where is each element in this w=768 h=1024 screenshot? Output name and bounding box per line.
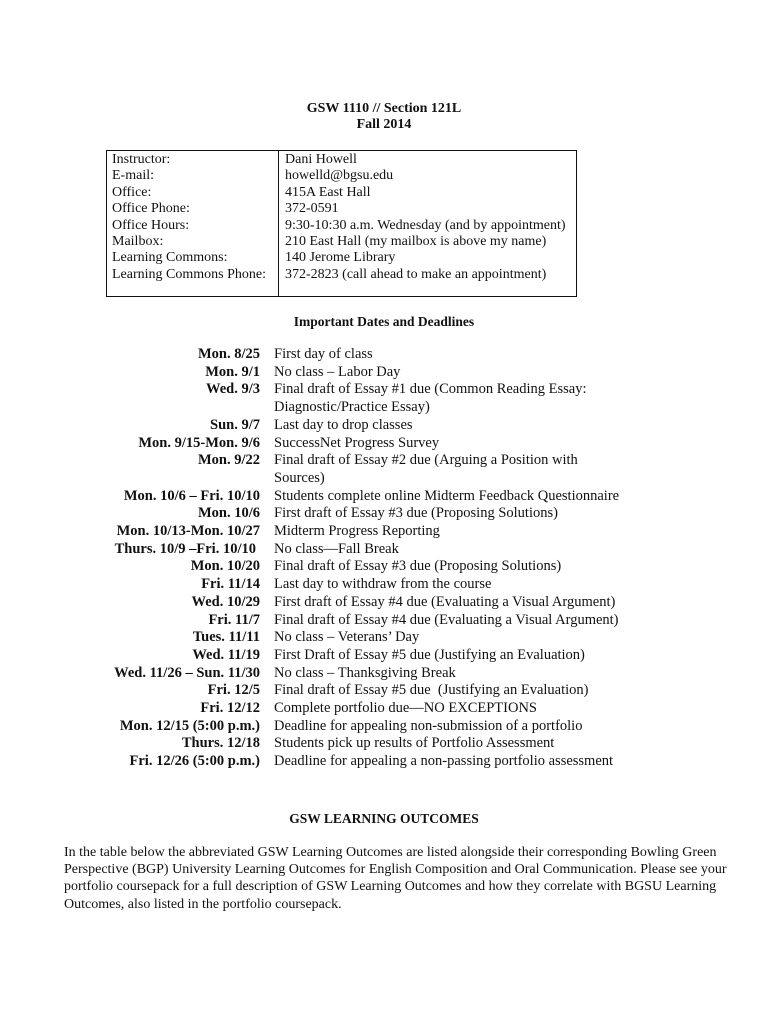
info-label: Learning Commons Phone:	[112, 266, 266, 282]
date-event: Midterm Progress Reporting	[274, 523, 440, 540]
date-label: Mon. 10/20	[190, 558, 260, 575]
instructor-info-table	[106, 150, 577, 297]
outcomes-heading: GSW LEARNING OUTCOMES	[289, 811, 479, 826]
date-label: Fri. 12/12	[200, 700, 260, 717]
date-row	[0, 435, 768, 453]
date-row	[0, 523, 768, 541]
info-value: 372-0591	[285, 201, 339, 217]
info-value: 415A East Hall	[285, 184, 371, 200]
info-value: howelld@bgsu.edu	[285, 168, 394, 184]
date-row	[0, 612, 768, 630]
date-label: Fri. 12/26 (5:00 p.m.)	[129, 753, 260, 770]
info-value: Dani Howell	[285, 152, 357, 167]
info-value: 210 East Hall (my mailbox is above my name)	[285, 234, 547, 249]
info-label: E-mail:	[112, 168, 154, 184]
info-label: Instructor:	[112, 152, 171, 167]
date-row	[0, 558, 768, 576]
date-event: Final draft of Essay #3 due (Proposing Solutions)	[274, 558, 562, 575]
date-row	[0, 452, 768, 487]
date-label: Tues. 11/11	[192, 629, 260, 646]
date-label: Mon. 8/25	[197, 346, 260, 362]
date-event: Complete portfolio due—NO EXCEPTIONS	[274, 700, 537, 717]
date-label: Thurs. 10/9 –Fri. 10/10	[114, 540, 256, 557]
date-row	[0, 417, 768, 435]
date-event: Last day to withdraw from the course	[274, 576, 492, 593]
date-event: Deadline for appealing non-submission of a portfolio	[274, 717, 583, 734]
date-label: Mon. 10/6	[197, 505, 260, 522]
date-row	[0, 665, 768, 683]
date-label: Wed. 11/19	[192, 646, 260, 663]
date-label: Mon. 9/22	[197, 452, 260, 469]
date-event: First Draft of Essay #5 due (Justifying an Evaluation)	[274, 646, 585, 663]
date-event: No class – Labor Day	[274, 363, 401, 380]
date-event: Last day to drop classes	[274, 416, 413, 433]
date-row	[0, 488, 768, 506]
date-label: Fri. 11/14	[201, 576, 260, 593]
date-label: Sun. 9/7	[210, 416, 260, 433]
date-label: Thurs. 12/18	[181, 735, 260, 752]
date-event: Final draft of Essay #5 due (Justifying an Evaluation)	[274, 682, 589, 699]
date-label: Fri. 11/7	[208, 611, 260, 628]
date-event: Deadline for appealing a non-passing portfolio assessment	[274, 753, 614, 770]
date-row	[0, 541, 768, 559]
table-divider	[278, 151, 279, 296]
info-label: Office:	[112, 184, 152, 200]
date-row	[0, 682, 768, 700]
date-event: First day of class	[274, 346, 373, 362]
date-event: Students complete online Midterm Feedback Questionnaire	[274, 487, 620, 504]
date-row	[0, 381, 768, 416]
date-label: Mon. 10/13-Mon. 10/27	[116, 523, 260, 540]
info-value: 372-2823 (call ahead to make an appointment)	[285, 266, 547, 282]
info-value: 140 Jerome Library	[285, 250, 396, 266]
info-label: Office Phone:	[112, 201, 190, 217]
date-label: Mon. 9/15-Mon. 9/6	[138, 434, 260, 451]
date-row	[0, 346, 768, 364]
date-row	[0, 505, 768, 523]
date-row	[0, 629, 768, 647]
outcomes-paragraph: In the table below the abbreviated GSW Learning Outcomes are listed alongside their corresponding Bowling Green Perspective (BGP) University Learning Outcomes for English Composition and Oral Communication. Please see your portfolio coursepack for a full description of GSW Learning Outcomes and how they correlate with BGSU Learning Outcomes, also listed in the portfolio coursepack.	[64, 845, 727, 912]
info-label: Mailbox:	[112, 234, 164, 249]
date-event: Students pick up results of Portfolio Assessment	[274, 735, 555, 752]
date-row	[0, 753, 768, 771]
info-label: Learning Commons:	[112, 250, 228, 266]
date-row	[0, 647, 768, 665]
date-row	[0, 364, 768, 382]
dates-heading: Important Dates and Deadlines	[293, 314, 475, 329]
course-title: GSW 1110 // Section 121L	[306, 101, 462, 116]
date-event: Final draft of Essay #1 due (Common Reading Essay: Diagnostic/Practice Essay)	[274, 381, 587, 416]
date-event: SuccessNet Progress Survey	[274, 434, 440, 451]
date-event: Final draft of Essay #4 due (Evaluating a Visual Argument)	[274, 611, 619, 628]
date-event: First draft of Essay #4 due (Evaluating a Visual Argument)	[274, 593, 616, 610]
dates-list	[0, 346, 768, 771]
date-label: Mon. 12/15 (5:00 p.m.)	[119, 717, 260, 734]
date-event: Final draft of Essay #2 due (Arguing a Position with Sources)	[274, 452, 578, 486]
date-event: No class – Thanksgiving Break	[274, 664, 456, 681]
date-row	[0, 718, 768, 736]
date-row	[0, 594, 768, 612]
date-label: Mon. 10/6 – Fri. 10/10	[123, 487, 260, 504]
date-row	[0, 700, 768, 718]
date-row	[0, 576, 768, 594]
date-label: Wed. 11/26 – Sun. 11/30	[114, 664, 260, 681]
date-event: No class—Fall Break	[274, 540, 399, 557]
date-label: Wed. 10/29	[191, 593, 260, 610]
term-title: Fall 2014	[356, 117, 412, 132]
date-label: Wed. 9/3	[206, 381, 260, 398]
date-event: No class – Veterans’ Day	[274, 629, 420, 646]
date-event: First draft of Essay #3 due (Proposing Solutions)	[274, 505, 558, 522]
date-row	[0, 735, 768, 753]
info-value: 9:30-10:30 a.m. Wednesday (and by appointment)	[285, 217, 566, 233]
date-label: Mon. 9/1	[205, 363, 260, 380]
info-label: Office Hours:	[112, 217, 190, 233]
date-label: Fri. 12/5	[207, 682, 260, 699]
